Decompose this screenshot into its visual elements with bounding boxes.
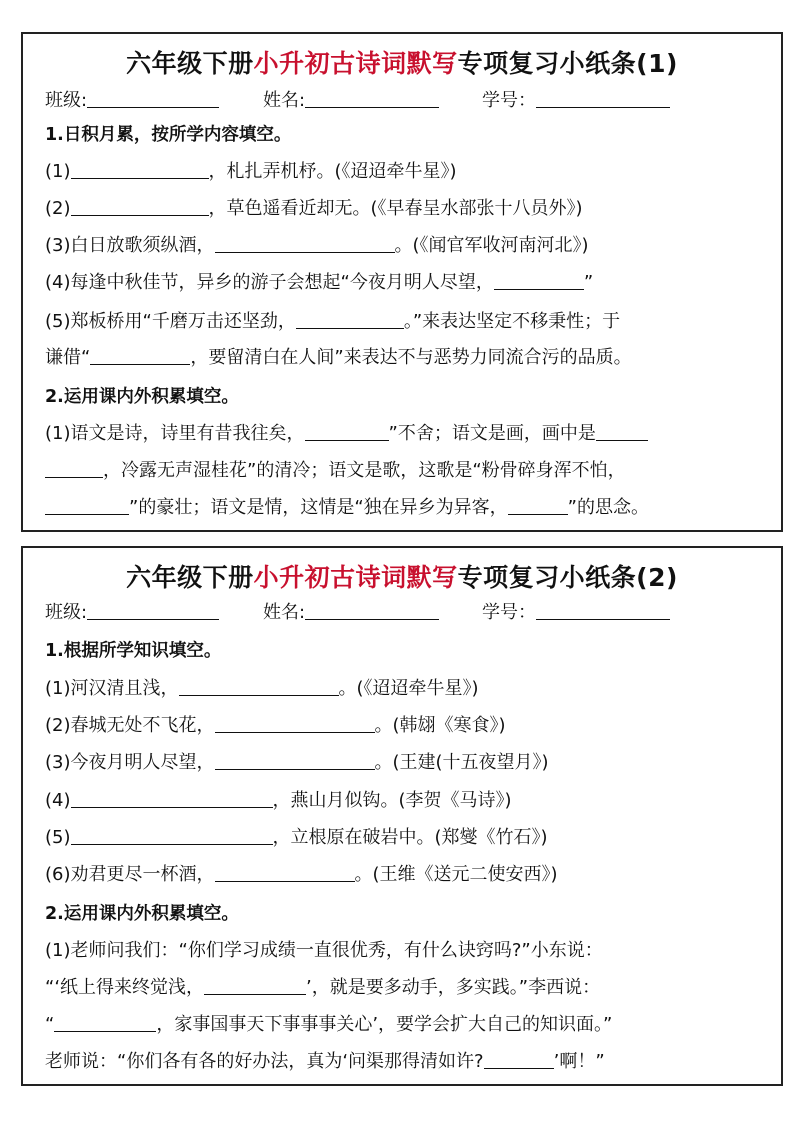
name-label: 姓名: bbox=[263, 90, 306, 111]
answer-blank[interactable] bbox=[71, 197, 209, 216]
review-card-2 bbox=[21, 546, 783, 1086]
question-5 bbox=[45, 825, 771, 851]
question-6 bbox=[45, 862, 771, 888]
answer-blank[interactable] bbox=[508, 496, 568, 515]
question-text: ，燕山月似钩。(李贺《马诗》) bbox=[272, 790, 512, 811]
name-field bbox=[263, 600, 439, 626]
class-field bbox=[45, 88, 219, 114]
answer-blank[interactable] bbox=[179, 677, 339, 696]
number-label: 学号： bbox=[482, 602, 536, 623]
question-number: (1) bbox=[45, 161, 71, 182]
title-highlight: 小升初古诗词默写 bbox=[253, 563, 458, 592]
question-text: 每逢中秋佳节，异乡的游子会想起“今夜月明人尽望， bbox=[70, 272, 494, 293]
passage-text: “ bbox=[45, 1014, 55, 1035]
question-5-continued bbox=[45, 345, 771, 371]
number-field bbox=[482, 600, 670, 626]
answer-blank[interactable] bbox=[305, 422, 389, 441]
answer-blank[interactable] bbox=[215, 863, 355, 882]
class-blank[interactable] bbox=[87, 601, 219, 620]
section-2-heading: 2.运用课内外积累填空。 bbox=[45, 904, 239, 924]
passage-text: ’啊！” bbox=[553, 1051, 605, 1072]
question-1 bbox=[45, 159, 771, 185]
number-field bbox=[482, 88, 670, 114]
question-text: 谦借“ bbox=[45, 347, 91, 368]
question-number: (6) bbox=[45, 864, 71, 885]
passage-text: ，冷露无声湿桂花”的清冷；语文是歌，这歌是“粉骨碎身浑不怕， bbox=[103, 460, 626, 481]
question-5 bbox=[45, 309, 771, 335]
passage-line-3 bbox=[45, 495, 771, 521]
section-1-heading: 1.日积月累，按所学内容填空。 bbox=[45, 125, 292, 145]
passage-line-4 bbox=[45, 1049, 771, 1075]
answer-blank[interactable] bbox=[71, 789, 273, 808]
answer-blank[interactable] bbox=[45, 496, 129, 515]
question-text: 河汉清且浅， bbox=[70, 678, 179, 699]
question-number: (3) bbox=[45, 235, 71, 256]
question-2 bbox=[45, 196, 771, 222]
question-text: 。(《闻官军收河南河北》) bbox=[394, 235, 589, 256]
review-card-1 bbox=[21, 32, 783, 532]
passage-text: ’，就是要多动手，多实践。”李西说： bbox=[306, 977, 601, 998]
answer-blank[interactable] bbox=[494, 271, 584, 290]
question-text: ” bbox=[583, 272, 594, 293]
question-number: (5) bbox=[45, 311, 71, 332]
answer-blank[interactable] bbox=[215, 751, 375, 770]
question-text: 郑板桥用“千磨万击还坚劲， bbox=[70, 311, 296, 332]
class-field bbox=[45, 600, 219, 626]
passage-line-1 bbox=[45, 421, 771, 447]
title-highlight: 小升初古诗词默写 bbox=[253, 49, 458, 78]
title-suffix: 专项复习小纸条(2) bbox=[457, 563, 678, 592]
question-text: 。”来表达坚定不移秉性；于 bbox=[403, 311, 621, 332]
answer-blank[interactable] bbox=[71, 826, 273, 845]
name-label: 姓名: bbox=[263, 602, 306, 623]
question-text: 春城无处不飞花， bbox=[70, 715, 215, 736]
question-text: ，札扎弄机杼。(《迢迢牵牛星》) bbox=[208, 161, 457, 182]
passage-text: ，家事国事天下事事事关心’，要学会扩大自己的知识面。” bbox=[156, 1014, 613, 1035]
number-blank[interactable] bbox=[536, 89, 670, 108]
question-4 bbox=[45, 788, 771, 814]
question-number: (2) bbox=[45, 715, 71, 736]
answer-blank[interactable] bbox=[484, 1050, 554, 1069]
passage-text: ”不舍；语文是画，画中是 bbox=[388, 423, 596, 444]
passage-text: 老师说：“你们各有各的好办法，真为‘问渠那得清如许? bbox=[45, 1051, 484, 1072]
passage-line-3 bbox=[45, 1012, 771, 1038]
answer-blank[interactable] bbox=[296, 310, 404, 329]
question-text: 。(王建(十五夜望月》) bbox=[374, 752, 549, 773]
title-prefix: 六年级下册 bbox=[126, 563, 254, 592]
title-prefix: 六年级下册 bbox=[126, 49, 254, 78]
answer-blank[interactable] bbox=[54, 1013, 156, 1032]
question-number: (1) bbox=[45, 678, 71, 699]
class-label: 班级: bbox=[45, 602, 88, 623]
card-title bbox=[23, 44, 781, 80]
passage-line-2 bbox=[45, 458, 771, 484]
question-2 bbox=[45, 713, 771, 739]
section-1-heading: 1.根据所学知识填空。 bbox=[45, 641, 222, 661]
passage-line-2 bbox=[45, 975, 771, 1001]
question-4 bbox=[45, 270, 771, 296]
question-number: (5) bbox=[45, 827, 71, 848]
question-text: 。(《迢迢牵牛星》) bbox=[338, 678, 479, 699]
passage-text: 老师问我们：“你们学习成绩一直很优秀，有什么诀窍吗?”小东说： bbox=[70, 940, 603, 961]
passage-line-1 bbox=[45, 938, 771, 964]
question-text: ，草色遥看近却无。(《早春呈水部张十八员外》) bbox=[208, 198, 583, 219]
question-3 bbox=[45, 233, 771, 259]
question-3 bbox=[45, 750, 771, 776]
number-label: 学号： bbox=[482, 90, 536, 111]
card-title bbox=[23, 558, 781, 594]
answer-blank[interactable] bbox=[90, 346, 190, 365]
passage-text: 语文是诗，诗里有昔我往矣， bbox=[70, 423, 305, 444]
question-text: ，要留清白在人间”来表达不与恶势力同流合污的品质。 bbox=[190, 347, 632, 368]
question-number: (2) bbox=[45, 198, 71, 219]
class-blank[interactable] bbox=[87, 89, 219, 108]
question-number: (1) bbox=[45, 423, 71, 444]
passage-text: ”的思念。 bbox=[567, 497, 649, 518]
question-number: (3) bbox=[45, 752, 71, 773]
question-text: 白日放歌须纵酒， bbox=[70, 235, 215, 256]
question-number: (1) bbox=[45, 940, 71, 961]
question-text: ，立根原在破岩中。(郑燮《竹石》) bbox=[272, 827, 548, 848]
question-number: (4) bbox=[45, 790, 71, 811]
question-text: 今夜月明人尽望， bbox=[70, 752, 215, 773]
question-1 bbox=[45, 676, 771, 702]
name-blank[interactable] bbox=[305, 89, 439, 108]
question-text: 。(王维《送元二使安西》) bbox=[354, 864, 558, 885]
section-2-heading: 2.运用课内外积累填空。 bbox=[45, 387, 239, 407]
answer-blank[interactable] bbox=[215, 234, 395, 253]
question-text: 。(韩翃《寒食》) bbox=[374, 715, 506, 736]
passage-text: ”的豪壮；语文是情，这情是“独在异乡为异客， bbox=[129, 497, 508, 518]
title-suffix: 专项复习小纸条(1) bbox=[457, 49, 678, 78]
answer-blank[interactable] bbox=[596, 422, 648, 441]
question-text: 劝君更尽一杯酒， bbox=[70, 864, 215, 885]
passage-text: “‘纸上得来终觉浅， bbox=[45, 977, 205, 998]
answer-blank[interactable] bbox=[215, 714, 375, 733]
question-number: (4) bbox=[45, 272, 71, 293]
answer-blank[interactable] bbox=[204, 976, 306, 995]
name-blank[interactable] bbox=[305, 601, 439, 620]
number-blank[interactable] bbox=[536, 601, 670, 620]
class-label: 班级: bbox=[45, 90, 88, 111]
answer-blank[interactable] bbox=[71, 160, 209, 179]
name-field bbox=[263, 88, 439, 114]
answer-blank[interactable] bbox=[45, 459, 103, 478]
